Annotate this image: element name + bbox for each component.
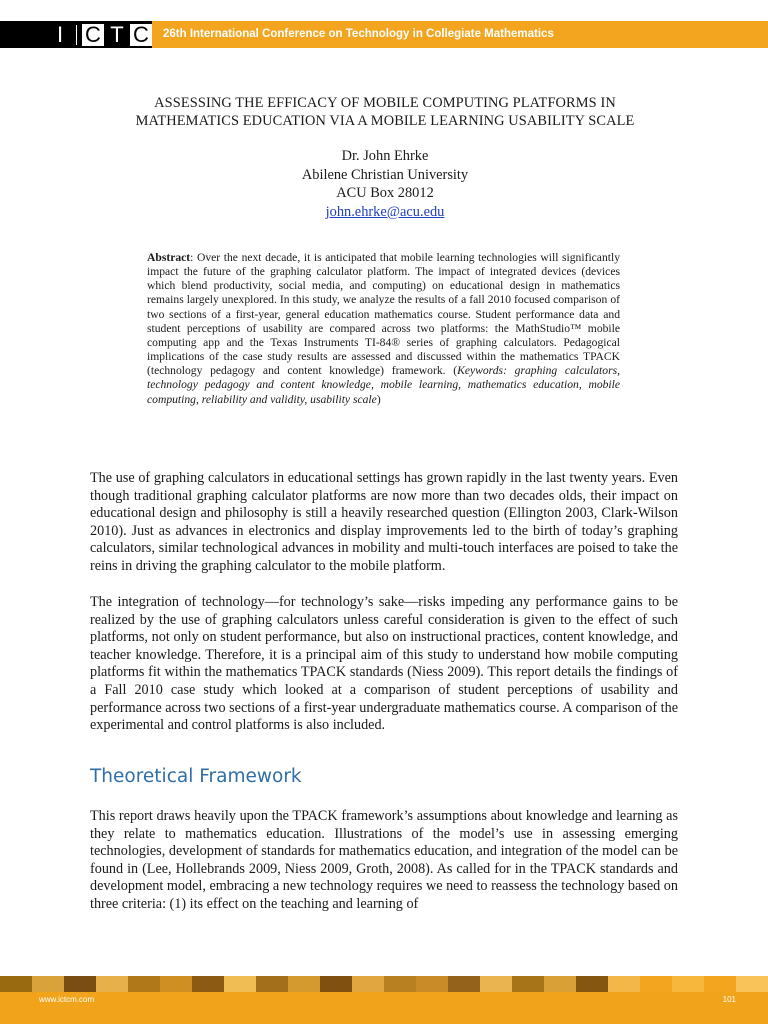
abstract-close: ) (376, 392, 381, 406)
abstract-keywords: Keywords: graphing calculators, technology pedagogy and content knowledge, mobile learning, mathematics education, mobile computing, reliability and validity, usability scale (147, 364, 620, 406)
conference-banner (152, 21, 768, 48)
body-paragraph-1: The use of graphing calculators in educational settings has grown rapidly in the last twenty years. Even though traditional graphing calculator platforms are now more than two decades olds, their impact on educational design and philosophy is still a heavily researched question (Ellington 2003, Clark-Wilson 2010). Just as advances in electronics and display improvements led to the birth of today’s graphing calculators, similar technological advances in mobility and multi-touch interfaces are poised to take the reins in driving the graphing calculator to the mobile platform. (90, 470, 678, 574)
title-line-1: ASSESSING THE EFFICACY OF MOBILE COMPUTING PLATFORMS IN (154, 95, 616, 111)
author-address: ACU Box 28012 (336, 185, 434, 201)
logo-letter-c: C (82, 24, 104, 46)
author-block (80, 147, 690, 221)
body-paragraph-2: The integration of technology—for technology’s sake—risks impeding any performance gains to be realized by the use of graphing calculators unless careful consideration is given to the effect of such platforms, not only on student performance, but also on instructional practices, content knowledge, and teacher knowledge. Therefore, it is a principal aim of this study to understand how mobile computing platforms fit within the mathematics TPACK standards (Niess 2009). This report details the findings of a Fall 2010 case study which looked at a comparison of student perceptions of usability and performance across two sections of a first-year undergraduate mathematics course. A comparison of the experimental and control platforms is also included. (90, 594, 678, 734)
author-email-link[interactable]: john.ehrke@acu.edu (325, 203, 445, 220)
logo-letter-i: I (56, 22, 64, 47)
author-affiliation: Abilene Christian University (301, 166, 469, 183)
abstract (147, 251, 620, 407)
header-bar (0, 21, 768, 48)
page-number: 101 (722, 995, 736, 1004)
body-paragraph-3: This report draws heavily upon the TPACK framework’s assumptions about knowledge and learning as they relate to mathematics education. Illustrations of the model’s use in assessing emerging technologies, development of standards for mathematics education, and integration of the model can be found in (Lee, Hollebrands 2009, Niess 2009, Groth, 2008). As called for in the TPACK standards and development model, embracing a new technology requires we need to reassess the technology based on three criteria: (1) its effect on the teaching and learning of (90, 808, 678, 912)
title-line-2: MATHEMATICS EDUCATION VIA A MOBILE LEARNING USABILITY SCALE (135, 113, 635, 129)
section-heading: Theoretical Framework (90, 766, 302, 787)
logo-letter-c2: C (130, 24, 152, 46)
abstract-label: Abstract (147, 251, 191, 264)
paper-title (80, 94, 690, 130)
abstract-text: : Over the next decade, it is anticipated that mobile learning technologies will significantly impact the future of the graphing calculator platform. The impact of integrated devices (devices which blend productivity, social media, and computing) on educational design in mathematics remains largely unexplored. In this study, we analyze the results of a fall 2010 focused comparison of two sections of a first-year, general education mathematics course. Student performance data and student perceptions of usability are compared across two platforms: the MathStudio™ mobile computing app and the Texas Instruments TI-84® series of graphing calculators. Pedagogical implications of the case study results are assessed and discussed within the mathematics TPACK (technology pedagogy and content knowledge) framework. ( (147, 251, 620, 378)
conference-title: 26th International Conference on Technology in Collegiate Mathematics (163, 28, 554, 40)
logo-divider (76, 25, 77, 45)
footer-url[interactable]: www.ictcm.com (39, 995, 95, 1004)
footer-decorative-band (0, 976, 768, 992)
footer-bar (0, 992, 768, 1024)
logo-letter-t: T (110, 22, 124, 47)
author-name: Dr. John Ehrke (341, 148, 429, 164)
